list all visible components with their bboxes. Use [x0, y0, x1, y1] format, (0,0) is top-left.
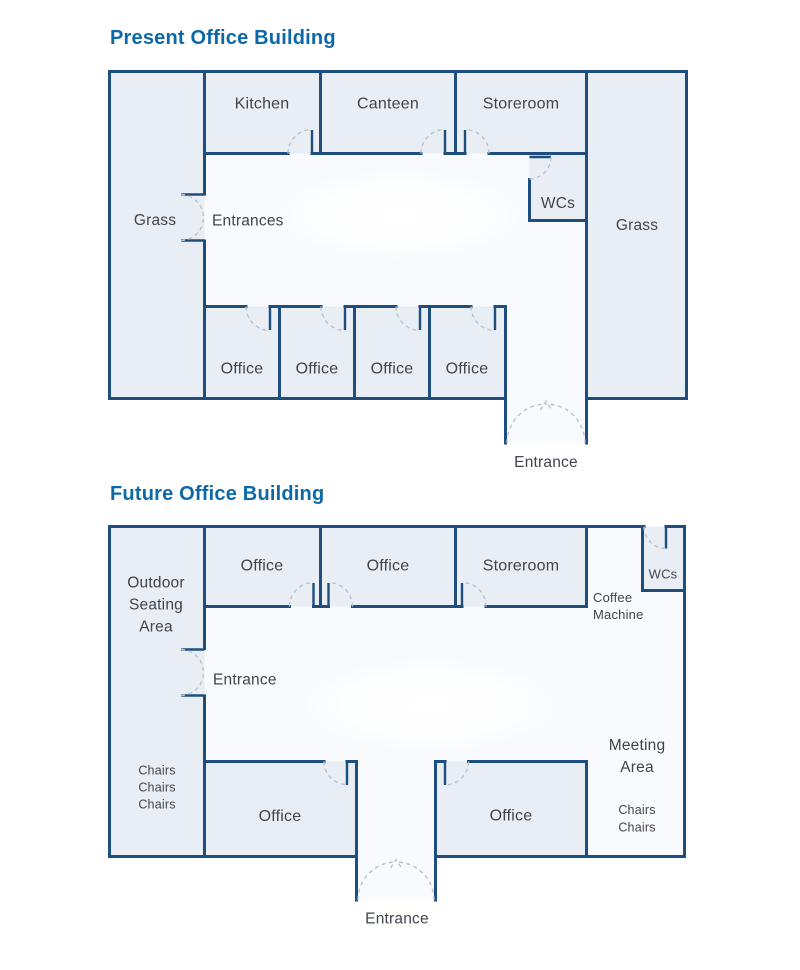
present-storeroom-room — [456, 72, 587, 154]
future-office-top-right-label: Office — [366, 557, 410, 575]
future-plan — [110, 527, 685, 928]
future-bottom-entrance-passage — [357, 857, 436, 900]
future-meeting-area-label-line1: Meeting — [608, 737, 666, 754]
future-wcs-label: WCs — [648, 566, 678, 582]
present-office-3-label: Office — [370, 360, 414, 378]
future-plan-title: Future Office Building — [110, 483, 325, 505]
present-grass-right-label: Grass — [615, 217, 659, 234]
future-storeroom-label: Storeroom — [482, 557, 560, 575]
present-plan-title: Present Office Building — [110, 27, 336, 49]
future-office-bottom-left-label: Office — [258, 808, 302, 825]
present-hall-highlight — [275, 169, 525, 261]
future-coffee-machine-label-line1: Coffee — [593, 590, 633, 605]
present-kitchen-room — [205, 72, 321, 154]
present-grass-left-area — [110, 72, 205, 399]
present-kitchen-label: Kitchen — [234, 95, 290, 113]
present-grass-right-area — [587, 72, 687, 399]
present-canteen-label: Canteen — [357, 95, 419, 113]
future-coffee-machine-label-line2: Machine — [593, 607, 644, 622]
present-entrances-label: Entrances — [212, 212, 284, 230]
future-meeting-chairs-line2: Chairs — [618, 820, 656, 835]
future-hall-highlight — [300, 657, 560, 753]
future-outdoor-chairs-line1: Chairs — [138, 763, 176, 778]
future-outdoor-label-line3: Area — [139, 618, 173, 636]
future-office-top-left-label: Office — [240, 557, 284, 575]
present-grass-left-label: Grass — [133, 212, 177, 229]
present-office-1-room — [205, 307, 280, 399]
future-entrance-label: Entrance — [213, 671, 277, 689]
future-outdoor-chairs-line3: Chairs — [138, 797, 176, 812]
future-outdoor-chairs-line2: Chairs — [138, 780, 176, 795]
future-outdoor-label-line2: Seating — [129, 596, 183, 614]
present-bottom-entrance-passage — [507, 399, 585, 444]
present-office-2-room — [280, 307, 355, 399]
present-wcs-label: WCs — [540, 195, 576, 212]
present-office-1-label: Office — [220, 360, 264, 378]
future-office-bottom-right-label: Office — [489, 807, 533, 825]
present-office-3-room — [355, 307, 430, 399]
future-outdoor-label-line1: Outdoor — [127, 574, 185, 592]
present-canteen-room — [321, 72, 456, 154]
present-office-4-label: Office — [445, 360, 489, 378]
future-meeting-chairs-line1: Chairs — [618, 803, 656, 817]
present-storeroom-label: Storeroom — [482, 95, 560, 113]
future-meeting-area-label-line2: Area — [620, 759, 654, 776]
present-bottom-entrance-label: Entrance — [514, 454, 578, 471]
present-office-2-label: Office — [295, 360, 339, 378]
future-bottom-entrance-label: Entrance — [365, 910, 429, 928]
present-plan — [110, 72, 687, 472]
